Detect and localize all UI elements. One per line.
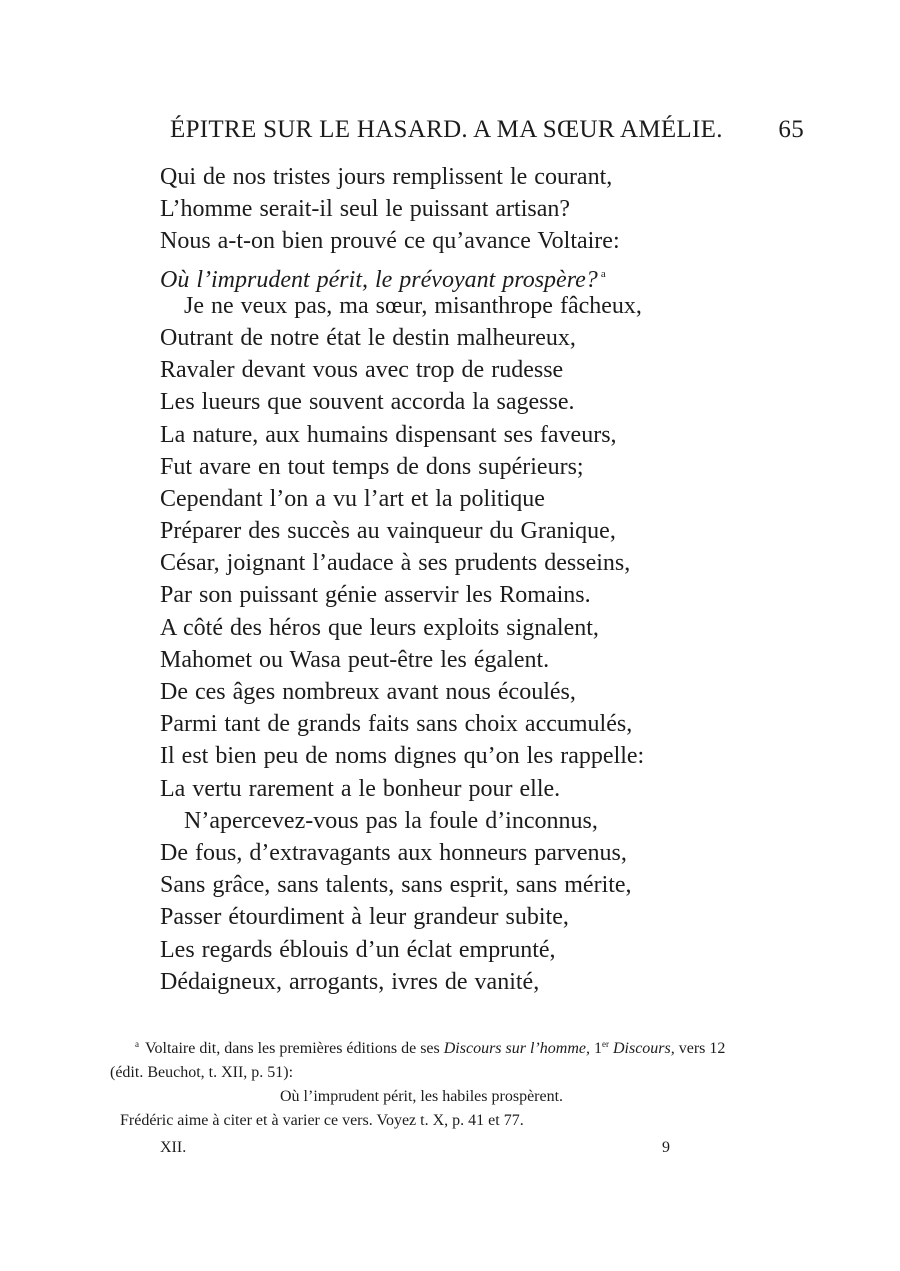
verse-line: Par son puissant génie asservir les Romains.	[160, 582, 591, 609]
poem-text	[160, 161, 820, 998]
verse-line: Mahomet ou Wasa peut-être les égalent.	[160, 646, 550, 673]
verse-line: Les lueurs que souvent accorda la sagesse.	[160, 389, 575, 416]
verse-line-quote: Où l’imprudent périt, le prévoyant prospère? $^a$	[160, 266, 606, 293]
verse-line: Ravaler devant vous avec trop de rudesse	[160, 357, 564, 384]
verse-line: Il est bien peu de noms dignes qu’on les rappelle:	[160, 743, 645, 770]
footnote-line: (édit. Beuchot, t. XII, p. 51):	[110, 1064, 294, 1081]
page-number: 65	[778, 116, 804, 143]
verse-line: L’homme serait-il seul le puissant artisan?	[160, 196, 571, 223]
verse-line: N’apercevez-vous pas la foule d’inconnus,	[184, 807, 598, 834]
verse-line: Outrant de notre état le destin malheureux,	[160, 324, 576, 351]
verse-line: Sans grâce, sans talents, sans esprit, sans mérite,	[160, 872, 632, 899]
footnote-marker: a	[600, 267, 606, 280]
verse-line: A côté des héros que leurs exploits signalent,	[160, 614, 599, 641]
footnote	[110, 1032, 815, 1133]
verse-line: Cependant l’on a vu l’art et la politique	[160, 485, 545, 512]
footnote-quote: Où l’imprudent périt, les habiles prospèrent.	[280, 1088, 564, 1105]
verse-line: De fous, d’extravagants aux honneurs parvenus,	[160, 839, 627, 866]
footnote-marker: a	[135, 1039, 139, 1049]
verse-line: La vertu rarement a le bonheur pour elle.	[160, 775, 561, 802]
verse-line: Parmi tant de grands faits sans choix accumulés,	[160, 711, 633, 738]
verse-line: Passer étourdiment à leur grandeur subite,	[160, 904, 569, 931]
verse-line: César, joignant l’audace à ses prudents desseins,	[160, 550, 631, 577]
footnote-line: Frédéric aime à citer et à varier ce vers. Voyez t. X, p. 41 et 77.	[120, 1112, 524, 1129]
verse-line: Nous a-t-on bien prouvé ce qu’avance Voltaire:	[160, 228, 620, 255]
verse-line: De ces âges nombreux avant nous écoulés,	[160, 679, 576, 705]
volume-signature: XII.	[160, 1139, 187, 1156]
verse-line: Je ne veux pas, ma sœur, misanthrope fâcheux,	[184, 292, 642, 319]
verse-line: La nature, aux humains dispensant ses faveurs,	[160, 421, 617, 448]
running-title: ÉPITRE SUR LE HASARD. A MA SŒUR AMÉLIE.	[170, 116, 723, 143]
running-header	[170, 116, 810, 150]
verse-line: Préparer des succès au vainqueur du Granique,	[160, 518, 616, 545]
verse-line: Fut avare en tout temps de dons supérieurs;	[160, 453, 584, 480]
verse-line: Dédaigneux, arrogants, ivres de vanité,	[160, 968, 540, 995]
sheet-number: 9	[662, 1139, 670, 1156]
footnote-line: $^a$ Voltaire dit, dans les premières éditions de ses Discours sur l’homme, 1er Discours, vers 12	[135, 1039, 726, 1057]
verse-line: Qui de nos tristes jours remplissent le courant,	[160, 164, 613, 190]
verse-line: Les regards éblouis d’un éclat emprunté,	[160, 936, 556, 963]
